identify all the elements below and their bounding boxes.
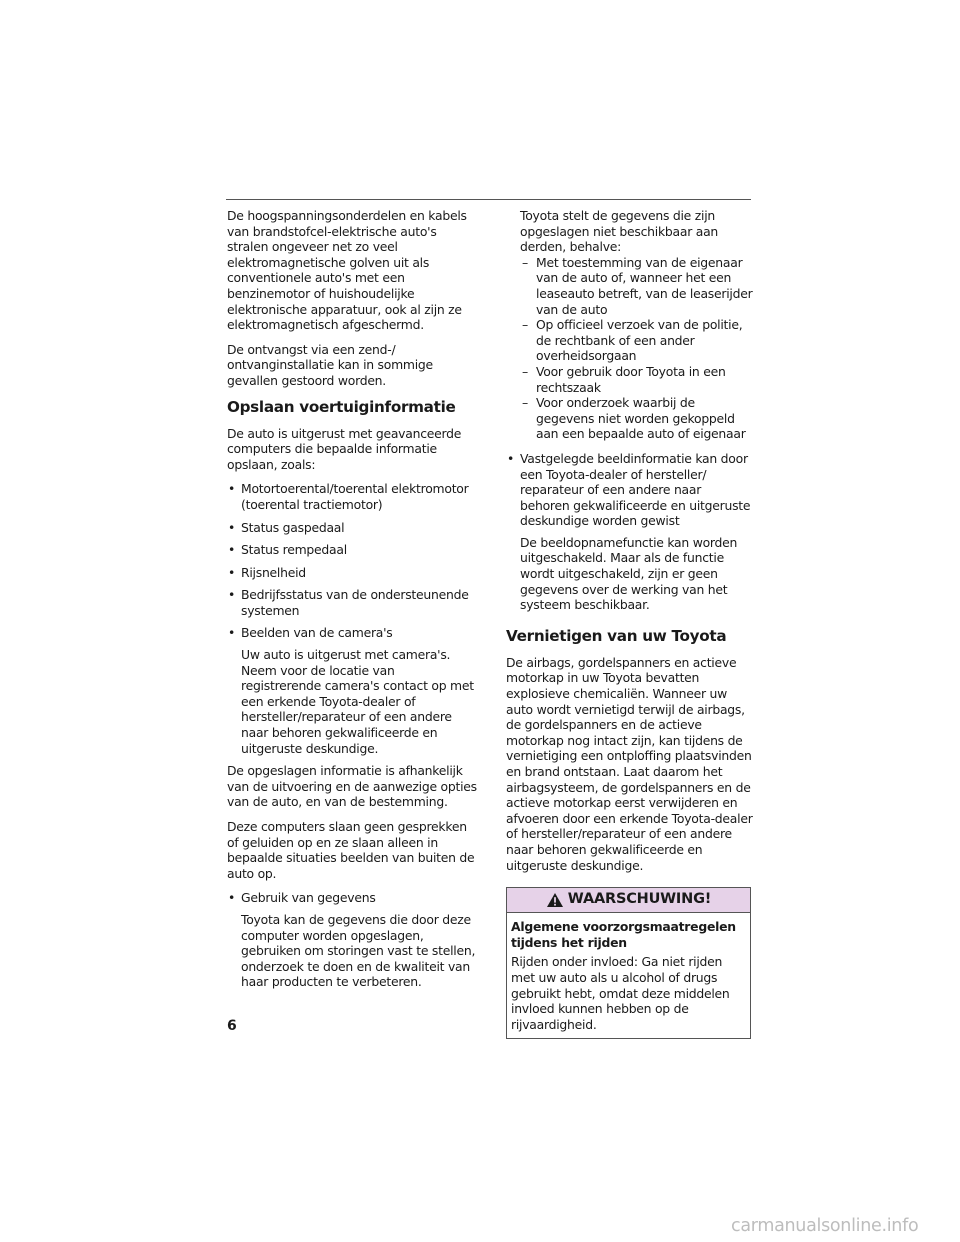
bullet-accelerator: • Status gaspedaal (227, 520, 477, 536)
paragraph-no-audio: Deze computers slaan geen gesprekken of geluiden op en ze slaan alleen in bepaalde situaties beelden van buiten de auto op. (227, 819, 475, 881)
warning-header (507, 888, 750, 913)
warning-text: Rijden onder invloed: Ga niet rijden met uw auto als u alcohol of drugs gebruikt hebt, omdat deze middelen invloed kunnen hebben op de rijvaardigheid. (511, 954, 730, 1032)
warning-triangle-icon (546, 892, 564, 908)
top-rule (226, 199, 751, 200)
warning-box (506, 887, 751, 1039)
warning-body (507, 913, 750, 1038)
page-number: 6 (227, 1018, 237, 1034)
bullet-data-use (227, 890, 477, 990)
image-info-text: De beeldopnamefunctie kan worden uitgeschakeld. Maar als de functie wordt uitgeschakeld, zijn er geen gegevens over de werking van het systeem beschikbaar. (520, 534, 738, 613)
dash-text-police: Op officieel verzoek van de politie, de rechtbank of een ander overheidsorgaan (536, 317, 743, 364)
bullet-motor-rpm: • Motortoerental/toerental elektromotor (toerental tractiemotor) (227, 481, 477, 512)
paragraph-disposal: De airbags, gordelspanners en actieve motorkap in uw Toyota bevatten explosieve chemicaliën. Wanneer uw auto wordt vernietigd terwijl de airbags, de gordelspanners en de actieve motorkap nog intact zijn, kan tijdens de vernietiging een ontploffing plaatsvinden en brand ontstaan. Laat daarom het airbagsysteem, de gordelspanners en de actieve motorkap eerst verwijderen en afvoeren door een erkende Toyota-dealer of hersteller/reparateur of een andere naar behoren gekwalificeerde en uitgeruste deskundige. (506, 654, 753, 873)
warning-subtitle: Algemene voorzorgsmaatregelen tijdens het rijden (511, 919, 736, 950)
camera-text: Uw auto is uitgerust met camera's. Neem voor de locatie van registrerende camera's contact op met een erkende Toyota-dealer of hersteller/reparateur of een andere naar behoren gekwalificeerde en uitgeruste deskundige. (241, 647, 474, 756)
dash-text-lawsuit: Voor gebruik door Toyota in een rechtszaak (536, 363, 726, 395)
dash-item-owner: – Met toestemming van de eigenaar van de auto of, wanneer het een leaseauto betreft, van de leaserijder van de auto (522, 254, 753, 317)
bullet-support-systems: • Bedrijfsstatus van de ondersteunende systemen (227, 587, 477, 618)
bullet-camera (227, 625, 477, 756)
dash-text-owner: Met toestemming van de eigenaar van de auto of, wanneer het een leaseauto betreft, van de leaserijder van de auto (536, 254, 753, 317)
left-column (227, 208, 477, 997)
paragraph-emissions: De hoogspanningsonderdelen en kabels van brandstofcel-elektrische auto's stralen ongeveer net zo veel elektromagnetische golven uit als conventionele auto's met een benzinemotor of huishoudelijke elektronische apparatuur, ook al zijn ze elektromagnetisch afgeschermd. (227, 208, 467, 333)
paragraph-reception: De ontvangst via een zend-/ ontvanginstallatie kan in sommige gevallen gestoord worden. (227, 341, 433, 388)
bullet-image-info-label: Vastgelegde beeldinformatie kan door een Toyota-dealer of hersteller/ reparateur of een andere naar behoren gekwalificeerde en uitgeruste deskundige worden gewist (520, 450, 751, 529)
dash-item-lawsuit: – Voor gebruik door Toyota in een rechtszaak (522, 363, 726, 395)
bullet-speed: • Rijsnelheid (227, 565, 477, 581)
paragraph-third-parties: Toyota stelt de gegevens die zijn opgeslagen niet beschikbaar aan derden, behalve: (520, 208, 719, 255)
dash-item-research: – Voor onderzoek waarbij de gegevens niet worden gekoppeld aan een bepaalde auto of eigenaar (522, 395, 746, 442)
right-column (506, 208, 754, 1039)
data-use-text: Toyota kan de gegevens die door deze computer worden opgeslagen, gebruiken om storingen vast te stellen, onderzoek te doen en de kwaliteit van haar producten te verbeteren. (241, 911, 476, 990)
dash-item-police: – Op officieel verzoek van de politie, de rechtbank of een ander overheidsorgaan (522, 317, 743, 364)
bullet-image-info (506, 451, 754, 613)
watermark: carmanualsonline.info (731, 1216, 919, 1236)
heading-disposal: Vernietigen van uw Toyota (506, 626, 727, 645)
bullet-camera-label: Beelden van de camera's (241, 625, 393, 641)
bullet-brake: • Status rempedaal (227, 542, 477, 558)
paragraph-stored-info: De opgeslagen informatie is afhankelijk van de uitvoering en de aanwezige opties van de auto, en van de bestemming. (227, 763, 477, 810)
dash-text-research: Voor onderzoek waarbij de gegevens niet worden gekoppeld aan een bepaalde auto of eigenaar (536, 395, 746, 442)
bullet-data-use-label: Gebruik van gegevens (241, 890, 376, 906)
heading-vehicle-info: Opslaan voertuiginformatie (227, 397, 456, 416)
paragraph-computers: De auto is uitgerust met geavanceerde computers die bepaalde informatie opslaan, zoals: (227, 425, 462, 472)
warning-title: WAARSCHUWING! (567, 891, 712, 908)
